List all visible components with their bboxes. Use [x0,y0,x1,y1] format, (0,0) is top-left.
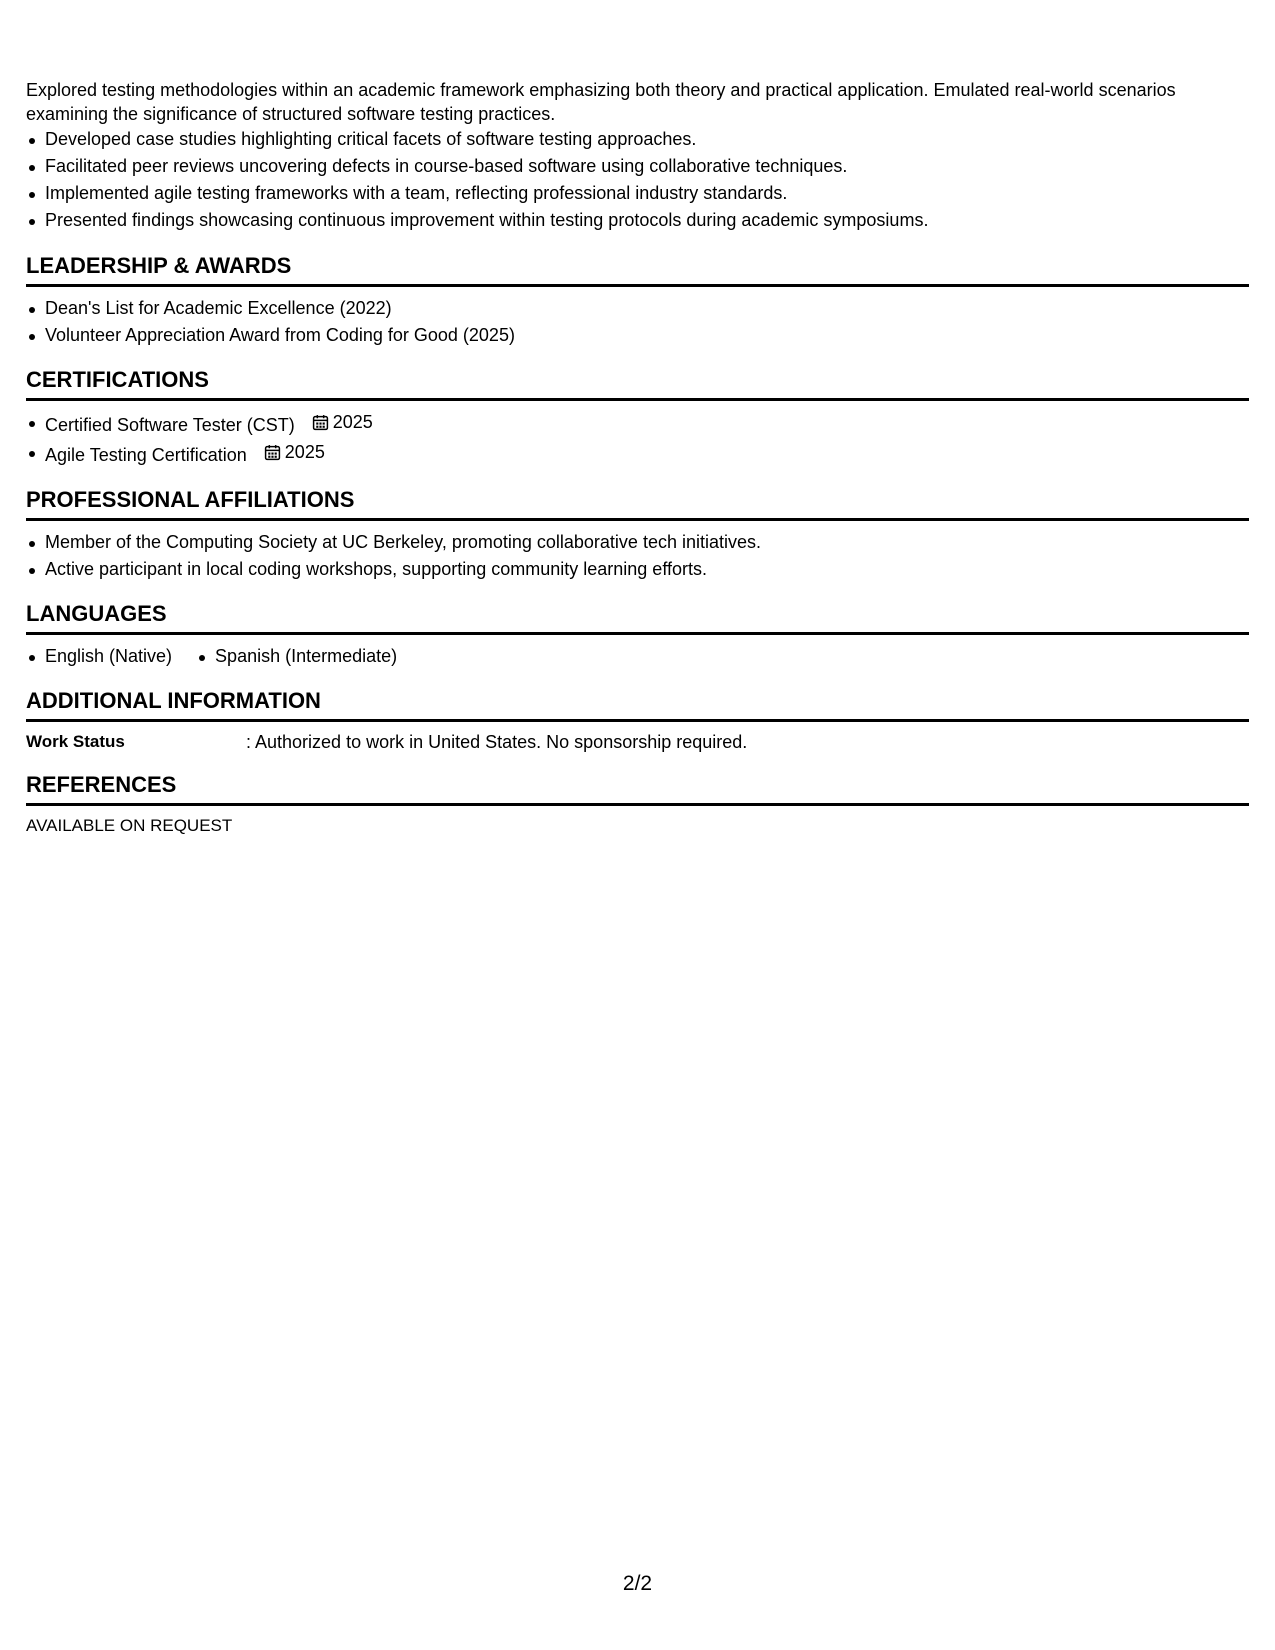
languages-list [26,643,1249,670]
section-title: PROFESSIONAL AFFILIATIONS [26,487,1249,521]
certifications-section [26,367,1249,469]
list-item: Member of the Computing Society at UC Berkeley, promoting collaborative tech initiatives. [26,529,1249,556]
list-item [26,409,1249,439]
section-title: CERTIFICATIONS [26,367,1249,401]
languages-section [26,601,1249,670]
references-section [26,772,1249,838]
list-item: Developed case studies highlighting critical facets of software testing approaches. [26,126,1249,153]
experience-description: Explored testing methodologies within an academic framework emphasizing both theory and practical application. Emulated real-world scenarios examining the significance of structured software testing practices. [26,80,1176,124]
list-item: Active participant in local coding workshops, supporting community learning efforts. [26,556,1249,583]
page-number: 2/2 [622,1572,653,1595]
section-title: LANGUAGES [26,601,1249,635]
affiliations-section [26,487,1249,583]
list-item: Dean's List for Academic Excellence (2022) [26,295,1249,322]
additional-info-section [26,688,1249,754]
experience-bullets [26,126,1249,234]
list-item: English (Native) [26,643,172,670]
list-item: Volunteer Appreciation Award from Coding for Good (2025) [26,322,1249,349]
leadership-list [26,295,1249,349]
section-title: LEADERSHIP & AWARDS [26,253,1249,287]
resume-page [26,78,1249,838]
section-title: REFERENCES [26,772,1249,806]
certification-name: Certified Software Tester (CST) [45,415,295,435]
certification-date [264,439,325,466]
work-status-row [26,730,1249,754]
certification-name: Agile Testing Certification [45,445,247,465]
affiliations-list [26,529,1249,583]
calendar-icon [264,444,281,461]
certifications-list [26,409,1249,469]
certification-date [312,409,373,436]
list-item: Implemented agile testing frameworks with a team, reflecting professional industry standards. [26,180,1249,207]
date-text: 2025 [284,442,325,462]
calendar-icon [312,414,329,431]
date-text: 2025 [332,412,373,432]
work-status-value: : Authorized to work in United States. No sponsorship required. [246,732,748,752]
section-title: ADDITIONAL INFORMATION [26,688,1249,722]
leadership-section [26,253,1249,349]
list-item: Facilitated peer reviews uncovering defects in course-based software using collaborative techniques. [26,153,1249,180]
references-text: AVAILABLE ON REQUEST [26,816,233,835]
list-item: Presented findings showcasing continuous improvement within testing protocols during academic symposiums. [26,207,1249,234]
list-item: Spanish (Intermediate) [196,643,397,670]
work-status-label: Work Status [26,732,125,751]
list-item [26,439,1249,469]
